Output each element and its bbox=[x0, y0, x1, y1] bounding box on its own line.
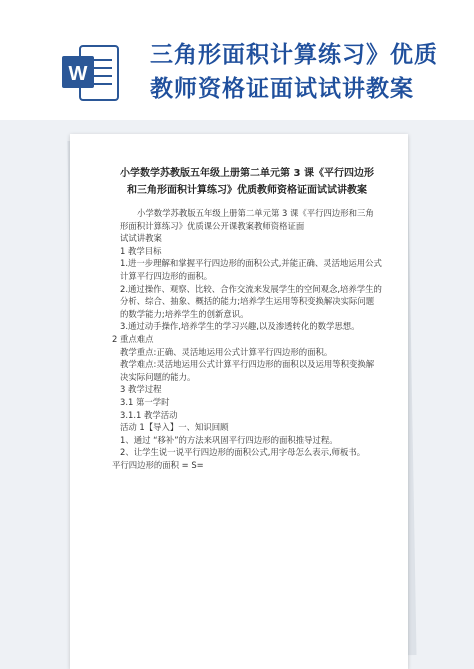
objective-3: 3.通过动手操作,培养学生的学习兴趣,以及渗透转化的数学思想。 bbox=[120, 321, 360, 332]
activity-1: 活动 1【导入】一、知识回顾 bbox=[120, 422, 229, 433]
objective-1: 1.进一步理解和掌握平行四边形的面积公式,并能正确、灵活地运用公式计算平行四边形的面积。 bbox=[120, 258, 382, 281]
document-title: 小学数学苏教版五年级上册第二单元第 3 课《平行四边形和三角形面积计算练习》优质教师资格证面试试讲教案 bbox=[120, 168, 374, 196]
paragraph-intro-cont: 试试讲教案 bbox=[120, 233, 162, 244]
heading-first-period: 3.1 第一学时 bbox=[120, 396, 170, 407]
heading-process: 3 教学过程 bbox=[120, 384, 162, 395]
key-point: 教学重点:正确、灵活地运用公式计算平行四边形的面积。 bbox=[120, 346, 333, 357]
page-title: 三角形面积计算练习》优质教师资格证面试试讲教案 bbox=[150, 42, 438, 102]
word-document-icon bbox=[60, 42, 122, 104]
heading-key-points: 2 重点难点 bbox=[112, 333, 154, 344]
difficult-point: 教学难点:灵活地运用公式计算平行四边形的面积以及运用等积变换解决实际问题的能力。 bbox=[120, 359, 375, 382]
area-formula-line: 平行四边形的面积 = S= bbox=[112, 459, 204, 470]
document-body bbox=[112, 207, 382, 471]
header-banner bbox=[0, 0, 474, 120]
paragraph-intro: 小学数学苏教版五年级上册第二单元第 3 课《平行四边形和三角形面积计算练习》优质课公开课教案教师资格证面 bbox=[120, 208, 374, 231]
heading-activities: 3.1.1 教学活动 bbox=[120, 409, 178, 420]
word-icon-letter: W bbox=[68, 63, 88, 85]
heading-objectives: 1 教学目标 bbox=[120, 245, 162, 256]
activity-step-2: 2、让学生说一说平行四边形的面积公式,用字母怎么表示,师板书。 bbox=[120, 447, 366, 458]
objective-2: 2.通过操作、观察、比较、合作交流来发展学生的空间观念,培养学生的分析、综合、抽象、概括的能力;培养学生运用等积变换解决实际问题的数学能力;培养学生的创新意识。 bbox=[120, 283, 382, 319]
activity-step-1: 1、通过 “移补”的方法来巩固平行四边形的面积推导过程。 bbox=[120, 434, 338, 445]
